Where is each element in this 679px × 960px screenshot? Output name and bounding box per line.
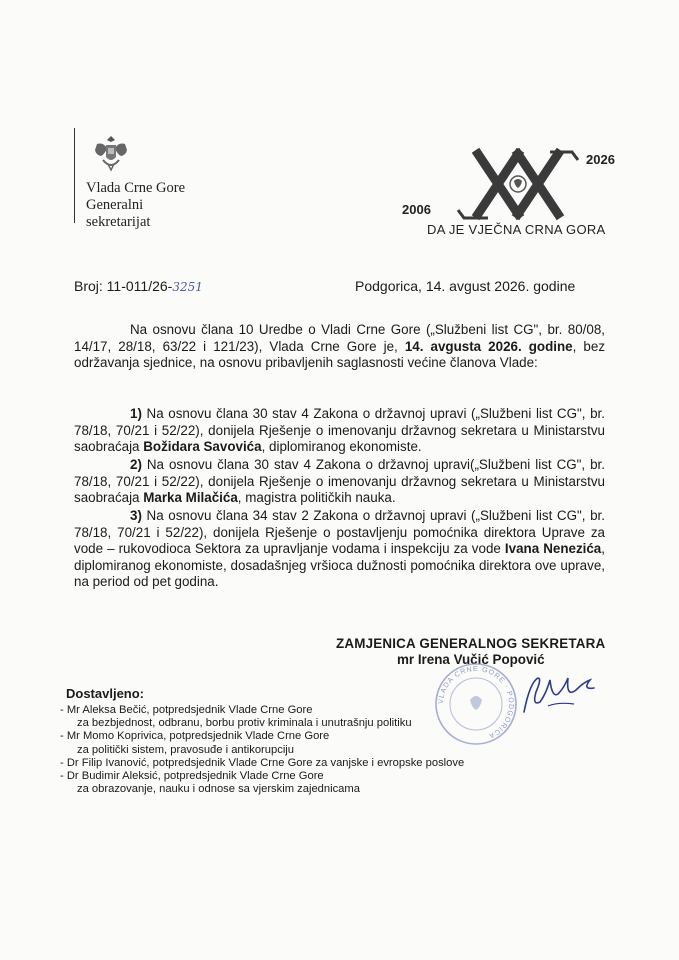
year-end: 2026 <box>586 152 615 167</box>
government-name <box>86 180 185 231</box>
item-text: Na osnovu člana 30 stav 4 Zakona o državnoj upravi („Službeni list CG", br. 78/18, 70/21 i 52/22), donijela Rješenje o imenovanju državnog sekretara u Ministarstvu saobraćaja <box>74 406 605 455</box>
intro-text-end: , bez održavanja sjednice, na osnovu pribavljenih saglasnosti većine članova Vlade: <box>74 338 606 371</box>
anniversary-tagline: DA JE VJEČNA CRNA GORA <box>427 222 606 237</box>
item-text: Na osnovu člana 34 stav 2 Zakona o državnoj upravi („Službeni list CG", br. 78/18, 70/21 i 52/22), donijela Rješenje o postavljenju pomoćnika direktora Uprave za vode – rukovodioca Sektora za upravljanje vodama i inspekciju za vode <box>74 508 605 557</box>
item-text-end: , diplomiranog ekonomiste, dosadašnjeg vršioca dužnosti pomoćnika direktora ove uprave, na period od pet godina. <box>74 541 605 590</box>
decision-item-3 <box>74 508 605 591</box>
item-person: Marka Milačića <box>143 490 238 506</box>
stamp-text: VLADA CRNE GORE · PODGORICA <box>437 665 515 740</box>
item-number: 2) <box>130 457 142 472</box>
list-item-detail: za politički sistem, pravosuđe i antikorupciju <box>77 743 295 756</box>
item-number: 3) <box>130 508 142 523</box>
item-text-end: , magistra političkih nauka. <box>237 490 396 506</box>
list-item-detail: za obrazovanje, nauku i odnose sa vjerskim zajednicama <box>77 783 360 796</box>
gov-line-3: sekretarijat <box>86 214 151 230</box>
intro-text: Na osnovu člana 10 Uredbe o Vladi Crne Gore („Službeni list CG", br. 80/08, 14/17, 28/18, 63/22 i 121/23), Vlada Crne Gore je, <box>74 322 605 354</box>
decision-item-2 <box>74 457 605 507</box>
item-text: Na osnovu člana 30 stav 4 Zakona o državnoj upravi(„Službeni list CG", br. 78/18, 70/21 i 52/22), donijela Rješenje o imenovanju državnog sekretara u Ministarstvu saobraćaja <box>74 457 605 506</box>
signature-name: mr Irena Vučić Popović <box>397 652 545 667</box>
gov-line-2: Generalni <box>86 197 144 213</box>
list-item: - Dr Budimir Aleksić, potpredsjednik Vlade Crne Gore <box>60 770 324 783</box>
item-text-end: , diplomiranog ekonomiste. <box>261 439 422 455</box>
reference-handwritten: 3251 <box>172 280 203 294</box>
distribution-list <box>60 704 464 796</box>
item-person: Ivana Nenezića <box>504 541 602 557</box>
item-number: 1) <box>130 406 142 421</box>
header-divider <box>74 128 75 223</box>
item-person: Božidara Savovića <box>143 439 262 455</box>
intro-date-bold: 14. avgusta 2026. godine <box>404 338 573 354</box>
reference-label: Broj: 11-011/26- <box>74 278 173 294</box>
handwritten-signature <box>520 672 598 718</box>
signature-title: ZAMJENICA GENERALNOG SEKRETARA <box>336 636 606 651</box>
year-start: 2006 <box>402 202 431 217</box>
list-item: - Mr Momo Koprivica, potpredsjednik Vlade Crne Gore <box>60 730 330 743</box>
intro-paragraph <box>74 322 605 372</box>
list-item: - Mr Aleksa Bečić, potpredsjednik Vlade Crne Gore <box>60 704 313 716</box>
distribution-heading: Dostavljeno: <box>66 686 145 701</box>
document-date: Podgorica, 14. avgust 2026. godine <box>355 278 576 294</box>
list-item-detail: za bezbjednost, odbranu, borbu protiv kriminala i unutrašnju politiku <box>77 717 412 730</box>
coat-of-arms-icon <box>88 130 134 176</box>
list-item: - Dr Filip Ivanović, potpredsjednik Vlade Crne Gore za vanjske i evropske poslove <box>60 756 465 769</box>
gov-line-1: Vlada Crne Gore <box>86 180 186 196</box>
decision-item-1 <box>74 406 605 456</box>
reference-number <box>74 278 203 294</box>
